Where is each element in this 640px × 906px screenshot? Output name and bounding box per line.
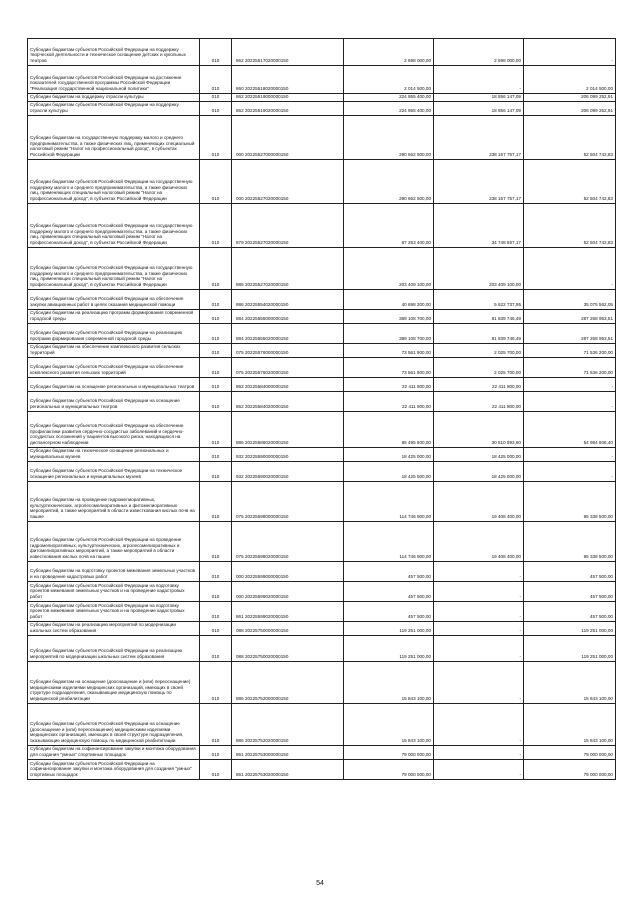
row-code-cell: 010 [200,116,232,160]
row-kbk-cell: 000 20225599000000150 [232,562,344,582]
table-row [28,562,616,582]
row-approved-cell: 73 561 900,00 [344,358,434,378]
row-approved-cell: 369 108 700,00 [344,324,434,344]
row-unexecuted-cell: 457 500,00 [524,602,616,622]
row-code-cell: 010 [200,310,232,324]
row-executed-cell: - [434,562,524,582]
table-row [28,310,616,324]
row-approved-cell: 119 251 000,00 [344,622,434,636]
row-code-cell: 010 [200,160,232,204]
row-kbk-cell: 862 20225519000000150 [232,94,344,102]
row-name-cell: Субсидии бюджетам субъектов Российской Федерации на поддержку творческой деятельности и техническое оснащение детских и кукольных театров [28,39,200,66]
row-executed-cell: - [434,636,524,662]
row-name-cell: Субсидии бюджетам на подготовку проектов межевания земельных участков и на проведение кадастровых работ [28,562,200,582]
row-code-cell: 010 [200,462,232,482]
row-unexecuted-cell: 457 500,00 [524,582,616,602]
row-executed-cell: 238 157 757,17 [434,116,524,160]
row-code-cell: 010 [200,248,232,290]
row-executed-cell: 22 411 800,00 [434,378,524,392]
row-code-cell: 010 [200,482,232,522]
table-row [28,636,616,662]
row-executed-cell: 238 157 757,17 [434,160,524,204]
row-code-cell: 010 [200,760,232,780]
row-unexecuted-cell: - [524,448,616,462]
row-unexecuted-cell: 287 268 953,51 [524,324,616,344]
table-row [28,462,616,482]
row-code-cell: 010 [200,39,232,66]
row-code-cell: 010 [200,704,232,746]
row-unexecuted-cell: 52 504 742,83 [524,116,616,160]
table-row [28,704,616,746]
row-executed-cell: 203 409 100,00 [434,248,524,290]
row-unexecuted-cell: - [524,392,616,412]
row-kbk-cell: 075 20225598000000150 [232,482,344,522]
row-name-cell: Субсидии бюджетам на поддержку отрасли культуры [28,94,200,102]
row-name-cell: Субсидии бюджетам субъектов Российской Федерации на подготовку проектов межевания земельных участков и на проведение кадастровых работ [28,582,200,602]
row-approved-cell: 457 500,00 [344,562,434,582]
row-name-cell: Субсидии бюджетам субъектов Российской Федерации на государственную поддержку малого и среднего предпринимательства, а также физических лиц, применяющих специальный налоговый режим "Налог на профессиональный доход", в субъектах Российской Федерации [28,204,200,248]
row-approved-cell: 369 108 700,00 [344,310,434,324]
row-executed-cell: - [434,760,524,780]
row-code-cell: 010 [200,636,232,662]
row-unexecuted-cell: 15 843 100,00 [524,662,616,704]
row-kbk-cell: 860 20225518020000150 [232,66,344,94]
row-name-cell: Субсидии бюджетам субъектов Российской Федерации на поддержку отрасли культуры [28,102,200,116]
table-row [28,448,616,462]
table-row [28,378,616,392]
table-row [28,760,616,780]
row-executed-cell: - [434,704,524,746]
row-unexecuted-cell: 119 251 000,00 [524,622,616,636]
row-code-cell: 010 [200,102,232,116]
row-executed-cell: - [434,622,524,636]
row-approved-cell: 2 698 000,00 [344,39,434,66]
table-row [28,204,616,248]
row-unexecuted-cell: - [524,248,616,290]
row-unexecuted-cell: 119 251 000,00 [524,636,616,662]
row-kbk-cell: 884 20225555000000150 [232,310,344,324]
row-code-cell: 010 [200,662,232,704]
row-kbk-cell: 000 20225527000000150 [232,116,344,160]
row-name-cell: Субсидии бюджетам на реализацию программ формирования современной городской среды [28,310,200,324]
row-name-cell: Субсидии бюджетам субъектов Российской Федерации на государственную поддержку малого и среднего предпринимательства, а также физических лиц, применяющих специальный налоговый режим "Налог на профессиональный доход", в субъектах Российской Федерации [28,248,200,290]
table-row [28,358,616,378]
row-executed-cell: 22 411 800,00 [434,392,524,412]
row-unexecuted-cell: 15 843 100,00 [524,704,616,746]
row-kbk-cell: 886 20225752000000150 [232,662,344,704]
table-row [28,392,616,412]
table-row [28,582,616,602]
row-unexecuted-cell: 54 984 606,40 [524,412,616,448]
budget-table [27,38,616,780]
row-unexecuted-cell: 52 504 742,83 [524,204,616,248]
row-executed-cell: 18 856 147,09 [434,94,524,102]
row-approved-cell: 15 843 100,00 [344,662,434,704]
row-kbk-cell: 861 20225753000000150 [232,746,344,760]
row-executed-cell: - [434,66,524,94]
row-code-cell: 010 [200,204,232,248]
row-approved-cell: 22 411 800,00 [344,392,434,412]
table-row [28,248,616,290]
row-executed-cell: 81 839 746,49 [434,310,524,324]
table-row [28,344,616,358]
row-unexecuted-cell: 287 268 953,51 [524,310,616,324]
row-executed-cell: 30 510 993,60 [434,412,524,448]
row-kbk-cell: 000 20225527020000150 [232,160,344,204]
row-approved-cell: 22 411 800,00 [344,378,434,392]
row-approved-cell: 87 253 400,00 [344,204,434,248]
row-kbk-cell: 088 20225750020000150 [232,636,344,662]
row-approved-cell: 203 409 100,00 [344,248,434,290]
row-name-cell: Субсидии бюджетам субъектов Российской Федерации на проведение гидромелиоративных, культуртехнических, агролесомелиоративных и фитомелиоративных мероприятий, а также мероприятий в области известкования кислых почв на пашне [28,522,200,562]
row-executed-cell: 34 748 657,17 [434,204,524,248]
row-executed-cell: - [434,662,524,704]
row-executed-cell: 2 698 000,00 [434,39,524,66]
row-approved-cell: 2 014 500,00 [344,66,434,94]
row-approved-cell: 40 698 300,00 [344,290,434,310]
row-approved-cell: 73 561 900,00 [344,344,434,358]
row-approved-cell: 114 746 900,00 [344,522,434,562]
row-code-cell: 010 [200,290,232,310]
table-row [28,102,616,116]
row-kbk-cell: 886 20225586020000150 [232,412,344,448]
row-executed-cell: 19 408 400,00 [434,482,524,522]
row-executed-cell: 81 839 746,49 [434,324,524,344]
row-name-cell: Субсидии бюджетам субъектов Российской Федерации на техническое оснащение региональных и муниципальных музеев [28,462,200,482]
row-kbk-cell: 861 20225599020000150 [232,602,344,622]
row-code-cell: 010 [200,324,232,344]
row-code-cell: 010 [200,358,232,378]
table-row [28,324,616,344]
row-approved-cell: 119 251 000,00 [344,636,434,662]
row-code-cell: 010 [200,602,232,622]
row-approved-cell: 224 955 400,00 [344,94,434,102]
row-name-cell: Субсидии бюджетам субъектов Российской Федерации на обеспечение комплексного развития сельских территорий [28,358,200,378]
table-row [28,66,616,94]
row-kbk-cell: 879 20225527020000150 [232,204,344,248]
row-kbk-cell: 862 20225519020000150 [232,102,344,116]
row-code-cell: 010 [200,344,232,358]
row-executed-cell: 18 856 147,09 [434,102,524,116]
row-code-cell: 010 [200,622,232,636]
table-row [28,290,616,310]
row-kbk-cell: 861 20225753020000150 [232,760,344,780]
row-unexecuted-cell: 79 000 000,00 [524,760,616,780]
row-unexecuted-cell: - [524,39,616,66]
row-code-cell: 010 [200,94,232,102]
row-code-cell: 010 [200,412,232,448]
row-approved-cell: 18 425 000,00 [344,462,434,482]
row-name-cell: Субсидии бюджетам субъектов Российской Федерации на подготовку проектов межевания земельных участков и на проведение кадастровых работ [28,602,200,622]
row-name-cell: Субсидии бюджетам субъектов Российской Федерации на обеспечение закупки авиационных работ в целях оказания медицинской помощи [28,290,200,310]
row-name-cell: Субсидии бюджетам на техническое оснащение региональных и муниципальных музеев [28,448,200,462]
row-name-cell: Субсидии бюджетам на оснащение региональных и муниципальных театров [28,378,200,392]
row-unexecuted-cell: 71 536 200,00 [524,358,616,378]
row-name-cell: Субсидии бюджетам на обеспечение комплексного развития сельских территорий [28,344,200,358]
table-row [28,522,616,562]
row-name-cell: Субсидии бюджетам субъектов Российской Федерации на реализацию программ формирования современной городской среды [28,324,200,344]
table-row [28,116,616,160]
row-approved-cell: 290 662 500,00 [344,160,434,204]
row-code-cell: 010 [200,378,232,392]
row-executed-cell: - [434,746,524,760]
row-kbk-cell: 885 20225527020000150 [232,248,344,290]
row-name-cell: Субсидии бюджетам на государственную поддержку малого и среднего предпринимательства, а также физических лиц, применяющих специальный налоговый режим "Налог на профессиональный доход", в субъектах Российской Федерации [28,116,200,160]
row-kbk-cell: 884 20225555020000150 [232,324,344,344]
row-approved-cell: 79 000 000,00 [344,746,434,760]
row-unexecuted-cell: - [524,378,616,392]
row-code-cell: 010 [200,562,232,582]
page-number: 54 [316,880,324,887]
row-approved-cell: 224 955 400,00 [344,102,434,116]
row-name-cell: Субсидии бюджетам на проведение гидромелиоративных, культуртехнических, агролесомелиоративных и фитомелиоративных мероприятий, а также мероприятий в области известкования кислых почв на пашне [28,482,200,522]
row-kbk-cell: 932 20225590020000150 [232,462,344,482]
row-code-cell: 010 [200,448,232,462]
row-unexecuted-cell: 95 338 500,00 [524,482,616,522]
row-code-cell: 010 [200,66,232,94]
table-row [28,412,616,448]
row-kbk-cell: 886 20225752020000150 [232,704,344,746]
row-approved-cell: 18 425 000,00 [344,448,434,462]
row-unexecuted-cell: 71 536 200,00 [524,344,616,358]
row-approved-cell: 290 662 500,00 [344,116,434,160]
row-kbk-cell: 075 20225576020000150 [232,358,344,378]
table-row [28,662,616,704]
row-executed-cell: 5 622 737,95 [434,290,524,310]
row-kbk-cell: 075 20225598020000150 [232,522,344,562]
row-kbk-cell: 862 20225584000000150 [232,378,344,392]
row-unexecuted-cell: 95 338 500,00 [524,522,616,562]
table-row [28,39,616,66]
row-executed-cell: - [434,582,524,602]
row-approved-cell: 457 500,00 [344,582,434,602]
row-approved-cell: 85 495 600,00 [344,412,434,448]
table-row [28,94,616,102]
table-row [28,622,616,636]
row-unexecuted-cell: 52 504 742,83 [524,160,616,204]
row-executed-cell: 2 025 700,00 [434,358,524,378]
row-name-cell: Субсидии бюджетам на софинансирование закупки и монтажа оборудования для создания "умных" спортивных площадок [28,746,200,760]
row-kbk-cell: 088 20225750000000150 [232,622,344,636]
row-approved-cell: 114 746 900,00 [344,482,434,522]
row-code-cell: 010 [200,582,232,602]
row-name-cell: Субсидии бюджетам субъектов Российской Федерации на достижение показателей государственной программы Российской Федерации "Реализация государственной национальной политики" [28,66,200,94]
row-name-cell: Субсидии бюджетам субъектов Российской Федерации на софинансирование закупки и монтажа оборудования для создания "умных" спортивных площадок [28,760,200,780]
row-kbk-cell: 932 20225590000000150 [232,448,344,462]
row-executed-cell: - [434,602,524,622]
row-executed-cell: 19 408 400,00 [434,522,524,562]
budget-table-body [28,39,616,780]
row-approved-cell: 15 843 100,00 [344,704,434,746]
row-name-cell: Субсидии бюджетам субъектов Российской Федерации на государственную поддержку малого и среднего предпринимательства, а также физических лиц, применяющих специальный налоговый режим "Налог на профессиональный доход", в субъектах Российской Федерации [28,160,200,204]
row-unexecuted-cell: 35 075 562,05 [524,290,616,310]
table-row [28,160,616,204]
row-kbk-cell: 862 20225517020000150 [232,39,344,66]
row-code-cell: 010 [200,746,232,760]
row-name-cell: Субсидии бюджетам на реализацию мероприятий по модернизации школьных систем образования [28,622,200,636]
row-kbk-cell: 000 20225599020000150 [232,582,344,602]
row-unexecuted-cell: 206 099 252,91 [524,94,616,102]
row-name-cell: Субсидии бюджетам на оснащение (дооснащение и (или) переоснащение) медицинскими изделиями медицинских организаций, имеющих в своей структуре подразделения, оказывающие медицинскую помощь по медицинской реабилитации [28,662,200,704]
row-name-cell: Субсидии бюджетам субъектов Российской Федерации на обеспечение профилактики развития сердечно-сосудистых заболеваний и сердечно-сосудистых осложнений у пациентов высокого риска, находящихся на диспансерном наблюдении [28,412,200,448]
row-unexecuted-cell: - [524,462,616,482]
row-kbk-cell: 862 20225584020000150 [232,392,344,412]
row-approved-cell: 79 000 000,00 [344,760,434,780]
row-unexecuted-cell: 457 500,00 [524,562,616,582]
row-code-cell: 010 [200,522,232,562]
row-executed-cell: 18 425 000,00 [434,448,524,462]
row-name-cell: Субсидии бюджетам субъектов Российской Федерации на оснащение (дооснащение и (или) переоснащение) медицинскими изделиями медицинских организаций, имеющих в своей структуре подразделения, оказывающие медицинскую помощь по медицинской реабилитации [28,704,200,746]
table-row [28,602,616,622]
row-name-cell: Субсидии бюджетам субъектов Российской Федерации на оснащение региональных и муниципальных театров [28,392,200,412]
row-kbk-cell: 075 20225576000000150 [232,344,344,358]
table-row [28,746,616,760]
row-approved-cell: 457 500,00 [344,602,434,622]
table-row [28,482,616,522]
row-executed-cell: 18 425 000,00 [434,462,524,482]
row-unexecuted-cell: 79 000 000,00 [524,746,616,760]
row-name-cell: Субсидии бюджетам субъектов Российской Федерации на реализацию мероприятий по модернизации школьных систем образования [28,636,200,662]
row-unexecuted-cell: 206 099 252,91 [524,102,616,116]
row-executed-cell: 2 025 700,00 [434,344,524,358]
row-unexecuted-cell: 2 014 500,00 [524,66,616,94]
row-kbk-cell: 886 20225554020000150 [232,290,344,310]
row-code-cell: 010 [200,392,232,412]
